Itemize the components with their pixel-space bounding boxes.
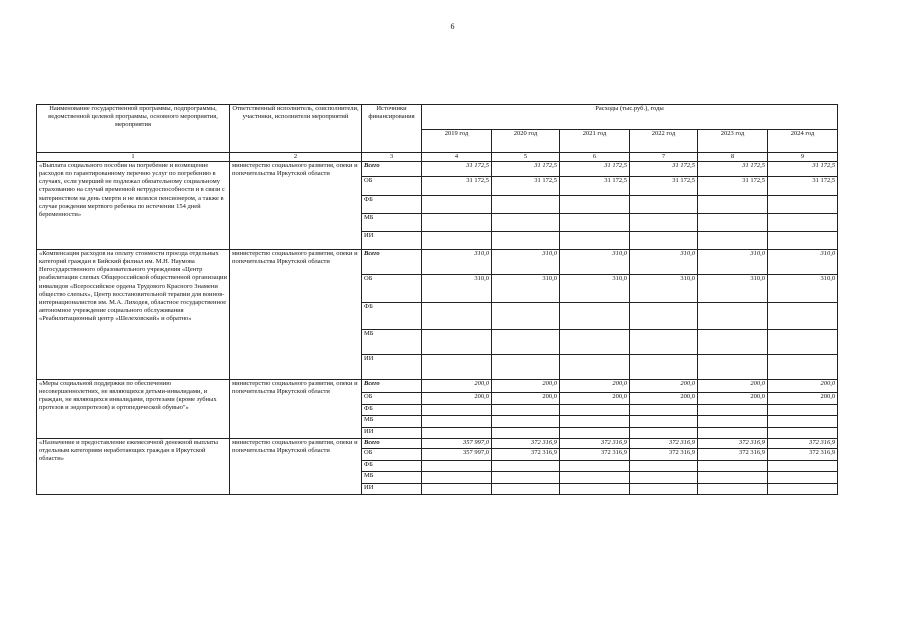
funding-source-label: Всего — [362, 162, 422, 177]
expense-cell — [768, 303, 838, 330]
expense-cell: 372 316,9 — [698, 439, 768, 449]
expense-cell — [630, 196, 698, 214]
expense-cell — [492, 461, 560, 472]
expense-cell — [422, 461, 492, 472]
expense-cell — [422, 428, 492, 439]
table-body — [37, 162, 838, 495]
expense-cell: 372 316,9 — [630, 449, 698, 461]
column-number: 7 — [630, 153, 698, 162]
expense-cell — [768, 214, 838, 232]
expense-cell — [422, 196, 492, 214]
expense-cell — [422, 472, 492, 484]
expense-cell — [698, 196, 768, 214]
funding-source-label: ИИ — [362, 355, 422, 380]
column-number: 6 — [560, 153, 630, 162]
expense-cell: 200,0 — [768, 393, 838, 405]
expense-cell: 31 172,5 — [560, 177, 630, 196]
funding-source-label: ОБ — [362, 449, 422, 461]
expense-cell — [560, 405, 630, 416]
expense-cell — [422, 355, 492, 380]
expense-cell: 31 172,5 — [492, 177, 560, 196]
measure-description: «Компенсация расходов на оплату стоимости проезда отдельных категорий граждан в Бийский филиал им. М.Н. Наумова Негосударственного образовательного учреждения «Центр реабилитации слепых Общероссийской общественной организации инвалидов «Всероссийское ордена Трудового Красного Знамени общество слепых», Центр восстановительной терапии для воинов-интернационалистов им. М.А. Лиходея, областное государственное автономное учреждение социального обслуживания «Реабилитационный центр «Шелеховский» и обратно» — [37, 250, 230, 380]
expense-cell — [698, 405, 768, 416]
expense-cell — [422, 214, 492, 232]
expense-cell — [768, 416, 838, 428]
expense-cell: 372 316,9 — [768, 449, 838, 461]
table-row — [37, 380, 838, 393]
expense-cell: 200,0 — [560, 380, 630, 393]
header-expenses: Расходы (тыс.руб.), годы — [422, 105, 838, 130]
funding-source-label: МБ — [362, 330, 422, 355]
responsible-executor: министерство социального развития, опеки и попечительства Иркутской области — [230, 250, 362, 380]
expense-cell: 372 316,9 — [698, 449, 768, 461]
funding-source-label: ИИ — [362, 484, 422, 495]
expense-cell: 200,0 — [768, 380, 838, 393]
header-year: 2024 год — [768, 130, 838, 153]
expenses-table — [36, 104, 838, 495]
expense-cell: 310,0 — [492, 275, 560, 303]
expense-cell: 310,0 — [492, 250, 560, 275]
expense-cell: 31 172,5 — [768, 162, 838, 177]
funding-source-label: ФБ — [362, 196, 422, 214]
expense-cell — [492, 196, 560, 214]
expense-cell — [630, 428, 698, 439]
expense-cell — [698, 428, 768, 439]
funding-source-label: ФБ — [362, 405, 422, 416]
expense-cell: 200,0 — [422, 380, 492, 393]
expense-cell — [630, 461, 698, 472]
expense-cell: 310,0 — [560, 275, 630, 303]
expense-cell: 310,0 — [422, 250, 492, 275]
expense-cell — [698, 330, 768, 355]
expense-cell — [630, 214, 698, 232]
expense-cell — [422, 330, 492, 355]
expense-cell — [768, 484, 838, 495]
expense-cell: 357 997,0 — [422, 439, 492, 449]
expense-cell — [768, 428, 838, 439]
header-program: Наименование государственной программы, подпрограммы, ведомственной целевой программы, основного мероприятия, мероприятия — [37, 105, 230, 153]
expense-cell — [560, 232, 630, 250]
expense-cell — [492, 232, 560, 250]
column-number: 1 — [37, 153, 230, 162]
expense-cell: 310,0 — [422, 275, 492, 303]
header-year: 2019 год — [422, 130, 492, 153]
expense-cell: 310,0 — [560, 250, 630, 275]
responsible-executor: министерство социального развития, опеки и попечительства Иркутской области — [230, 162, 362, 250]
expense-cell: 31 172,5 — [422, 162, 492, 177]
expense-cell — [630, 416, 698, 428]
funding-source-label: ФБ — [362, 461, 422, 472]
expense-cell: 200,0 — [492, 393, 560, 405]
expense-cell: 372 316,9 — [492, 449, 560, 461]
funding-source-label: Всего — [362, 250, 422, 275]
expense-cell — [768, 232, 838, 250]
expense-cell: 200,0 — [422, 393, 492, 405]
expense-cell — [492, 416, 560, 428]
expense-cell: 31 172,5 — [492, 162, 560, 177]
expense-cell — [630, 472, 698, 484]
funding-source-label: Всего — [362, 380, 422, 393]
funding-source-label: Всего — [362, 439, 422, 449]
expense-cell: 31 172,5 — [560, 162, 630, 177]
funding-source-label: ОБ — [362, 275, 422, 303]
expense-cell — [698, 461, 768, 472]
expense-cell — [698, 355, 768, 380]
expense-cell: 200,0 — [560, 393, 630, 405]
expense-cell: 31 172,5 — [698, 177, 768, 196]
header-responsible: Ответственный исполнитель, соисполнители, участники, исполнители мероприятий — [230, 105, 362, 153]
expense-cell — [560, 461, 630, 472]
expense-cell — [698, 232, 768, 250]
funding-source-label: ОБ — [362, 177, 422, 196]
expense-cell — [698, 214, 768, 232]
responsible-executor: министерство социального развития, опеки и попечительства Иркутской области — [230, 380, 362, 439]
expense-cell — [630, 303, 698, 330]
measure-description: «Меры социальной поддержки по обеспечению несовершеннолетних, не являющихся детьми-инвалидами, и граждан, не являющихся инвалидами, протезами (кроме зубных протезов и эндопротезов) и ортопедической обувью"» — [37, 380, 230, 439]
expense-cell — [560, 416, 630, 428]
expense-cell — [698, 472, 768, 484]
column-number: 4 — [422, 153, 492, 162]
expense-cell — [768, 330, 838, 355]
column-number: 3 — [362, 153, 422, 162]
expense-cell — [422, 303, 492, 330]
expense-cell — [492, 303, 560, 330]
expense-cell: 31 172,5 — [768, 177, 838, 196]
table-row — [37, 439, 838, 449]
expense-cell — [560, 355, 630, 380]
expense-cell: 372 316,9 — [560, 449, 630, 461]
expense-cell — [630, 484, 698, 495]
table-row — [37, 250, 838, 275]
expense-cell — [768, 472, 838, 484]
expense-cell: 200,0 — [492, 380, 560, 393]
expense-cell — [422, 416, 492, 428]
expense-cell — [698, 416, 768, 428]
header-sources: Источники финансирования — [362, 105, 422, 153]
expense-cell — [698, 303, 768, 330]
expense-cell: 357 997,0 — [422, 449, 492, 461]
funding-source-label: ИИ — [362, 232, 422, 250]
expense-cell: 31 172,5 — [630, 162, 698, 177]
expense-cell — [492, 405, 560, 416]
table-row — [37, 162, 838, 177]
expense-cell: 310,0 — [630, 275, 698, 303]
expense-cell: 31 172,5 — [630, 177, 698, 196]
expense-cell — [492, 472, 560, 484]
expense-cell — [630, 232, 698, 250]
expense-cell — [768, 405, 838, 416]
expense-cell: 310,0 — [768, 250, 838, 275]
expense-cell — [492, 214, 560, 232]
expense-cell: 372 316,9 — [560, 439, 630, 449]
expense-cell — [630, 405, 698, 416]
header-year: 2023 год — [698, 130, 768, 153]
funding-source-label: МБ — [362, 472, 422, 484]
header-year: 2022 год — [630, 130, 698, 153]
expense-cell — [422, 484, 492, 495]
column-number: 2 — [230, 153, 362, 162]
header-year: 2021 год — [560, 130, 630, 153]
expense-cell — [422, 405, 492, 416]
expense-cell: 31 172,5 — [422, 177, 492, 196]
expense-cell: 200,0 — [698, 380, 768, 393]
header-year: 2020 год — [492, 130, 560, 153]
expense-cell: 200,0 — [630, 393, 698, 405]
expense-cell: 372 316,9 — [768, 439, 838, 449]
funding-source-label: ИИ — [362, 428, 422, 439]
funding-source-label: ФБ — [362, 303, 422, 330]
column-number: 5 — [492, 153, 560, 162]
expense-cell — [492, 330, 560, 355]
expense-cell: 200,0 — [630, 380, 698, 393]
expense-cell — [492, 428, 560, 439]
funding-source-label: ОБ — [362, 393, 422, 405]
expense-cell: 31 172,5 — [698, 162, 768, 177]
funding-source-label: МБ — [362, 214, 422, 232]
expense-cell — [768, 355, 838, 380]
column-number: 8 — [698, 153, 768, 162]
expense-cell — [560, 428, 630, 439]
column-number: 9 — [768, 153, 838, 162]
expense-cell — [560, 196, 630, 214]
expense-cell — [560, 303, 630, 330]
expense-cell — [630, 355, 698, 380]
expense-cell — [630, 330, 698, 355]
expense-cell — [492, 484, 560, 495]
expense-cell — [422, 232, 492, 250]
expense-cell: 200,0 — [698, 393, 768, 405]
funding-source-label: МБ — [362, 416, 422, 428]
measure-description: «Выплата социального пособия на погребение и возмещение расходов по гарантированному перечню услуг по погребению в случаях, если умерший не подлежал обязательному социальному страхованию на случай временной нетрудоспособности и в связи с материнством на день смерти и не являлся пенсионером, а также в случае рождения мертвого ребенка по истечении 154 дней беременности» — [37, 162, 230, 250]
page-number: 6 — [450, 22, 455, 31]
expense-cell — [560, 214, 630, 232]
expense-cell — [560, 472, 630, 484]
expense-cell: 310,0 — [630, 250, 698, 275]
measure-description: «Назначение и предоставление ежемесячной денежной выплаты отдельным категориям неработающих граждан в Иркутской области» — [37, 439, 230, 495]
expense-cell — [560, 330, 630, 355]
expense-cell — [560, 484, 630, 495]
expense-cell — [768, 461, 838, 472]
expense-cell: 310,0 — [698, 275, 768, 303]
expense-cell: 372 316,9 — [630, 439, 698, 449]
expense-cell: 372 316,9 — [492, 439, 560, 449]
expense-cell — [492, 355, 560, 380]
responsible-executor: министерство социального развития, опеки и попечительства Иркутской области — [230, 439, 362, 495]
expense-cell — [768, 196, 838, 214]
expense-cell: 310,0 — [768, 275, 838, 303]
expense-cell: 310,0 — [698, 250, 768, 275]
expense-cell — [698, 484, 768, 495]
